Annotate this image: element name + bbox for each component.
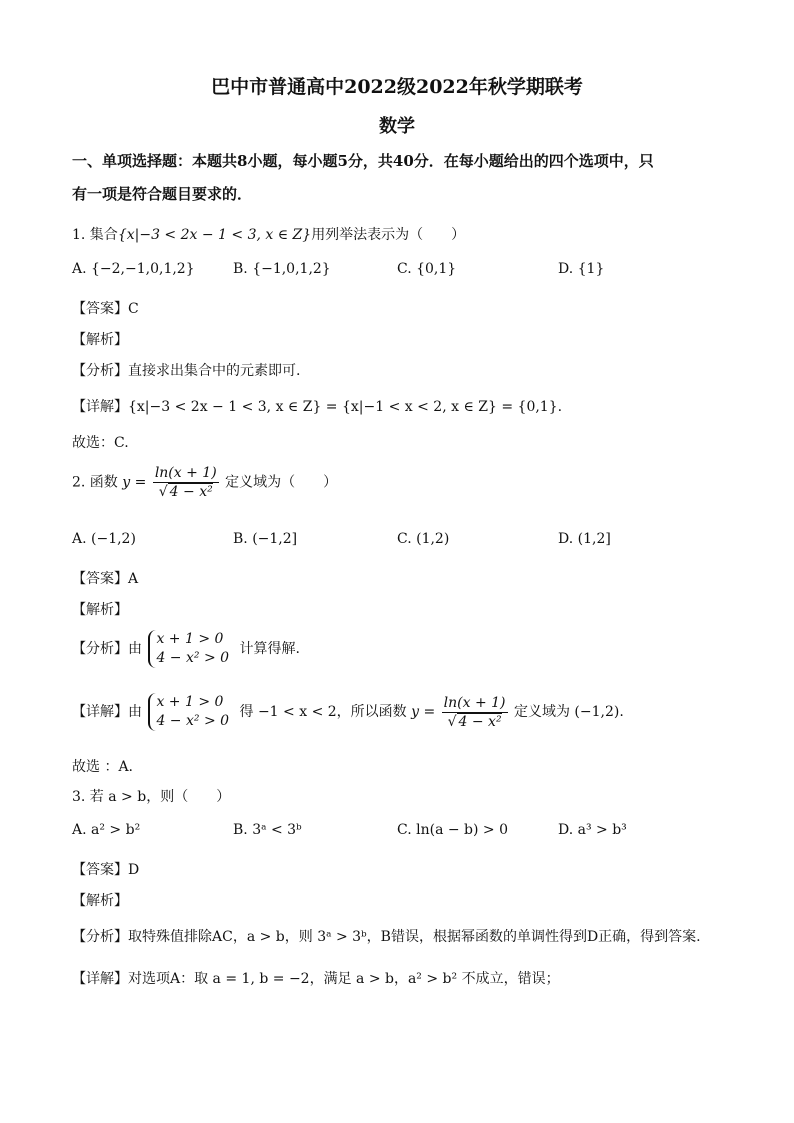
subject-title: 数学 [379, 116, 415, 137]
q2-xiangjie [72, 693, 624, 731]
q2-fenxi-system-line1: x + 1 > 0 [156, 631, 224, 647]
q2-prefix: 2. 函数 [72, 474, 118, 491]
q3-xiangjie: 【详解】对选项A：取 a = 1, b = −2，满足 a > b，a² > b² 不成立，错误； [72, 971, 560, 987]
q2-xiangjie-mid: 得 −1 < x < 2，所以函数 [239, 704, 407, 720]
question-2 [72, 464, 337, 501]
q2-xiangjie-numerator: ln(x + 1) [443, 694, 506, 711]
q3-option-c: C. ln(a − b) > 0 [397, 822, 509, 838]
q2-fenxi-system-line2: 4 − x² > 0 [156, 650, 230, 666]
q2-xiangjie-system [148, 693, 233, 731]
q2-fenxi-suffix: 计算得解. [239, 641, 300, 657]
q2-answer: 【答案】A [72, 571, 139, 587]
q3-fenxi: 【分析】取特殊值排除AC，a > b，则 3ᵃ > 3ᵇ，B错误，根据幂函数的单调性得到D正确，得到答案. [72, 929, 701, 945]
q1-fenxi: 【分析】直接求出集合中的元素即可. [72, 363, 301, 379]
q2-xiangjie-suffix: 定义域为 (−1,2). [513, 704, 624, 720]
q2-denominator-wrap: √ 4 − x² [158, 484, 213, 500]
q1-conclusion: 故选：C. [72, 435, 129, 451]
q2-y: y = [122, 474, 147, 491]
section-heading-line2: 有一项是符合题目要求的． [72, 185, 253, 203]
q2-xiangjie-prefix: 【详解】由 [72, 704, 142, 720]
q2-xiangjie-denominator-wrap: √ 4 − x² [447, 713, 502, 730]
q1-set: {x|−3 < 2x − 1 < 3, x ∈ Z} [117, 227, 312, 243]
question-3: 3. 若 a > b，则（ ） [72, 789, 231, 805]
q2-xiangjie-fraction [442, 694, 508, 731]
q2-option-d: D. (1,2] [558, 531, 611, 547]
q1-option-a: A. {−2,−1,0,1,2} [72, 261, 195, 277]
exam-title: 巴中市普通高中2022级2022年秋学期联考 [211, 76, 583, 98]
q2-suffix: 定义域为（ ） [225, 474, 338, 491]
q2-fenxi [72, 630, 300, 668]
q2-xiangjie-system-line1: x + 1 > 0 [156, 694, 224, 710]
q2-option-c: C. (1,2) [397, 531, 450, 547]
q2-option-a: A. (−1,2) [72, 531, 136, 547]
q2-option-b: B. (−1,2] [233, 531, 298, 547]
q1-option-d: D. {1} [558, 261, 605, 277]
q1-xiangjie: 【详解】{x|−3 < 2x − 1 < 3, x ∈ Z} = {x|−1 < x < 2, x ∈ Z} = {0,1}. [72, 399, 563, 415]
q2-numerator: ln(x + 1) [154, 465, 217, 481]
section-heading-line1: 一、单项选择题：本题共8小题，每小题5分，共40分．在每小题给出的四个选项中，只 [72, 152, 654, 170]
q1-suffix: 用列举法表示为（ ） [311, 227, 466, 243]
q1-analysis-label: 【解析】 [72, 332, 128, 348]
q2-fraction [153, 464, 219, 501]
q3-answer: 【答案】D [72, 862, 140, 878]
q1-answer: 【答案】C [72, 301, 139, 317]
q3-option-b: B. 3ᵃ < 3ᵇ [233, 822, 302, 838]
q2-fenxi-prefix: 【分析】由 [72, 641, 142, 657]
q2-fenxi-system [148, 630, 233, 668]
q2-xiangjie-denominator: 4 − x² [458, 713, 502, 730]
q2-conclusion: 故选 ：A. [72, 759, 134, 775]
question-1 [72, 224, 465, 244]
q1-option-b: B. {−1,0,1,2} [233, 261, 331, 277]
q2-analysis-label: 【解析】 [72, 602, 128, 618]
q1-prefix: 1. 集合 [72, 227, 118, 243]
q2-xiangjie-y: y = [411, 704, 436, 720]
q3-analysis-label: 【解析】 [72, 893, 128, 909]
q2-denominator: 4 − x² [169, 484, 213, 500]
q2-xiangjie-system-line2: 4 − x² > 0 [156, 713, 230, 729]
q1-option-c: C. {0,1} [397, 261, 457, 277]
q3-option-a: A. a² > b² [72, 822, 141, 838]
q3-option-d: D. a³ > b³ [558, 822, 627, 838]
